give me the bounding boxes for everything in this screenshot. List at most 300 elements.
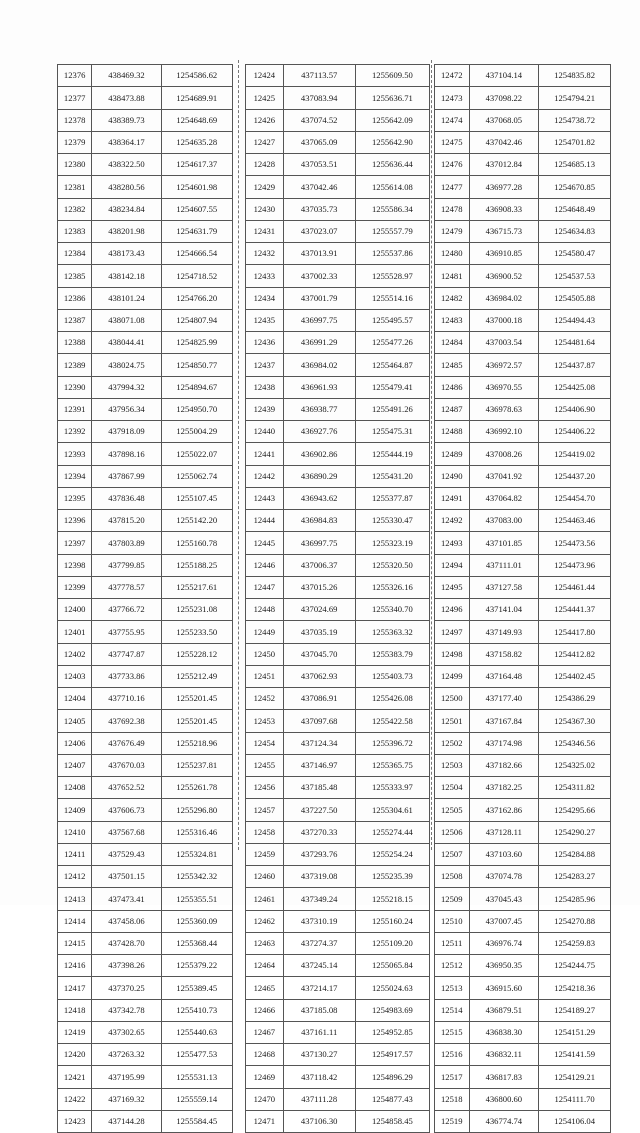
y-coordinate-cell: 1254218.36 bbox=[539, 977, 611, 999]
x-coordinate-cell: 437127.58 bbox=[469, 576, 539, 598]
x-coordinate-cell: 437606.73 bbox=[92, 799, 161, 821]
table-row bbox=[435, 154, 611, 176]
x-coordinate-cell: 437158.82 bbox=[469, 643, 539, 665]
x-coordinate-cell: 437083.00 bbox=[469, 510, 539, 532]
point-id-cell: 12487 bbox=[435, 398, 470, 420]
x-coordinate-cell: 437128.11 bbox=[469, 821, 539, 843]
table-row bbox=[58, 777, 233, 799]
x-coordinate-cell: 437007.45 bbox=[469, 910, 539, 932]
point-id-cell: 12480 bbox=[435, 243, 470, 265]
x-coordinate-cell: 436800.60 bbox=[469, 1088, 539, 1110]
point-id-cell: 12463 bbox=[246, 932, 284, 954]
table-row bbox=[58, 866, 233, 888]
x-coordinate-cell: 436817.83 bbox=[469, 1066, 539, 1088]
x-coordinate-cell: 437006.37 bbox=[283, 554, 355, 576]
point-id-cell: 12485 bbox=[435, 354, 470, 376]
y-coordinate-cell: 1255228.12 bbox=[161, 643, 232, 665]
table-row bbox=[246, 443, 430, 465]
y-coordinate-cell: 1255514.16 bbox=[355, 287, 429, 309]
point-id-cell: 12460 bbox=[246, 866, 284, 888]
x-coordinate-cell: 437310.19 bbox=[283, 910, 355, 932]
y-coordinate-cell: 1255160.24 bbox=[355, 910, 429, 932]
table-row bbox=[246, 332, 430, 354]
x-coordinate-cell: 436984.02 bbox=[283, 354, 355, 376]
table-row bbox=[435, 510, 611, 532]
x-coordinate-cell: 437994.32 bbox=[92, 376, 161, 398]
point-id-cell: 12410 bbox=[58, 821, 92, 843]
y-coordinate-cell: 1254311.82 bbox=[539, 777, 611, 799]
point-id-cell: 12425 bbox=[246, 87, 284, 109]
point-id-cell: 12390 bbox=[58, 376, 92, 398]
x-coordinate-cell: 438071.08 bbox=[92, 309, 161, 331]
table-row bbox=[58, 665, 233, 687]
x-coordinate-cell: 437733.86 bbox=[92, 665, 161, 687]
x-coordinate-cell: 437214.17 bbox=[283, 977, 355, 999]
table-row bbox=[246, 131, 430, 153]
table-row bbox=[246, 999, 430, 1021]
table-row bbox=[58, 354, 233, 376]
y-coordinate-cell: 1254270.88 bbox=[539, 910, 611, 932]
x-coordinate-cell: 438364.17 bbox=[92, 131, 161, 153]
x-coordinate-cell: 437692.38 bbox=[92, 710, 161, 732]
y-coordinate-cell: 1255491.26 bbox=[355, 398, 429, 420]
x-coordinate-cell: 436997.75 bbox=[283, 309, 355, 331]
table-row bbox=[435, 621, 611, 643]
y-coordinate-cell: 1255324.81 bbox=[161, 843, 232, 865]
x-coordinate-cell: 436890.29 bbox=[283, 465, 355, 487]
point-id-cell: 12467 bbox=[246, 1021, 284, 1043]
table-row bbox=[246, 265, 430, 287]
y-coordinate-cell: 1255231.08 bbox=[161, 599, 232, 621]
table-row bbox=[246, 510, 430, 532]
table-row bbox=[58, 1110, 233, 1132]
point-id-cell: 12514 bbox=[435, 999, 470, 1021]
point-id-cell: 12468 bbox=[246, 1044, 284, 1066]
y-coordinate-cell: 1255004.29 bbox=[161, 421, 232, 443]
x-coordinate-cell: 436774.74 bbox=[469, 1110, 539, 1132]
table-row bbox=[435, 554, 611, 576]
table-row bbox=[435, 576, 611, 598]
point-id-cell: 12458 bbox=[246, 821, 284, 843]
table-row bbox=[58, 1021, 233, 1043]
table-row bbox=[58, 999, 233, 1021]
y-coordinate-cell: 1255330.47 bbox=[355, 510, 429, 532]
x-coordinate-cell: 436984.02 bbox=[469, 287, 539, 309]
x-coordinate-cell: 437024.69 bbox=[283, 599, 355, 621]
x-coordinate-cell: 437023.07 bbox=[283, 220, 355, 242]
table-row bbox=[246, 65, 430, 87]
point-id-cell: 12380 bbox=[58, 154, 92, 176]
table-row bbox=[435, 243, 611, 265]
point-id-cell: 12519 bbox=[435, 1110, 470, 1132]
table-row bbox=[246, 977, 430, 999]
point-id-cell: 12476 bbox=[435, 154, 470, 176]
y-coordinate-cell: 1255355.51 bbox=[161, 888, 232, 910]
point-id-cell: 12436 bbox=[246, 332, 284, 354]
point-id-cell: 12505 bbox=[435, 799, 470, 821]
table-row bbox=[58, 554, 233, 576]
point-id-cell: 12512 bbox=[435, 955, 470, 977]
x-coordinate-cell: 437097.68 bbox=[283, 710, 355, 732]
point-id-cell: 12497 bbox=[435, 621, 470, 643]
table-row bbox=[246, 376, 430, 398]
table-row bbox=[58, 131, 233, 153]
x-coordinate-cell: 437370.25 bbox=[92, 977, 161, 999]
table-row bbox=[246, 777, 430, 799]
point-id-cell: 12442 bbox=[246, 465, 284, 487]
table-row bbox=[435, 421, 611, 443]
point-id-cell: 12464 bbox=[246, 955, 284, 977]
y-coordinate-cell: 1254244.75 bbox=[539, 955, 611, 977]
x-coordinate-cell: 437428.70 bbox=[92, 932, 161, 954]
point-id-cell: 12489 bbox=[435, 443, 470, 465]
point-id-cell: 12515 bbox=[435, 1021, 470, 1043]
y-coordinate-cell: 1255426.08 bbox=[355, 688, 429, 710]
point-id-cell: 12407 bbox=[58, 754, 92, 776]
point-id-cell: 12511 bbox=[435, 932, 470, 954]
x-coordinate-cell: 437042.46 bbox=[283, 176, 355, 198]
coordinate-table-1 bbox=[57, 64, 233, 1133]
x-coordinate-cell: 437008.26 bbox=[469, 443, 539, 465]
y-coordinate-cell: 1254766.20 bbox=[161, 287, 232, 309]
y-coordinate-cell: 1254463.46 bbox=[539, 510, 611, 532]
x-coordinate-cell: 437035.19 bbox=[283, 621, 355, 643]
table-row bbox=[435, 198, 611, 220]
table-row bbox=[246, 1021, 430, 1043]
point-id-cell: 12498 bbox=[435, 643, 470, 665]
point-id-cell: 12433 bbox=[246, 265, 284, 287]
table-row bbox=[246, 955, 430, 977]
x-coordinate-cell: 438234.84 bbox=[92, 198, 161, 220]
point-id-cell: 12518 bbox=[435, 1088, 470, 1110]
y-coordinate-cell: 1255360.09 bbox=[161, 910, 232, 932]
y-coordinate-cell: 1255464.87 bbox=[355, 354, 429, 376]
table-row bbox=[58, 977, 233, 999]
table-row bbox=[58, 87, 233, 109]
x-coordinate-cell: 437103.60 bbox=[469, 843, 539, 865]
y-coordinate-cell: 1255557.79 bbox=[355, 220, 429, 242]
x-coordinate-cell: 436938.77 bbox=[283, 398, 355, 420]
y-coordinate-cell: 1255377.87 bbox=[355, 487, 429, 509]
table-row bbox=[58, 821, 233, 843]
y-coordinate-cell: 1254617.37 bbox=[161, 154, 232, 176]
point-id-cell: 12496 bbox=[435, 599, 470, 621]
point-id-cell: 12495 bbox=[435, 576, 470, 598]
y-coordinate-cell: 1254950.70 bbox=[161, 398, 232, 420]
table-row bbox=[435, 1066, 611, 1088]
table-row bbox=[58, 643, 233, 665]
point-id-cell: 12508 bbox=[435, 866, 470, 888]
table-row bbox=[58, 955, 233, 977]
point-id-cell: 12421 bbox=[58, 1066, 92, 1088]
point-id-cell: 12500 bbox=[435, 688, 470, 710]
table-row bbox=[246, 554, 430, 576]
x-coordinate-cell: 436977.28 bbox=[469, 176, 539, 198]
y-coordinate-cell: 1254601.98 bbox=[161, 176, 232, 198]
table-row bbox=[246, 532, 430, 554]
y-coordinate-cell: 1254648.49 bbox=[539, 198, 611, 220]
x-coordinate-cell: 437274.37 bbox=[283, 932, 355, 954]
table-row bbox=[58, 309, 233, 331]
point-id-cell: 12484 bbox=[435, 332, 470, 354]
x-coordinate-cell: 437104.14 bbox=[469, 65, 539, 87]
point-id-cell: 12422 bbox=[58, 1088, 92, 1110]
point-id-cell: 12444 bbox=[246, 510, 284, 532]
x-coordinate-cell: 438024.75 bbox=[92, 354, 161, 376]
point-id-cell: 12398 bbox=[58, 554, 92, 576]
x-coordinate-cell: 436879.51 bbox=[469, 999, 539, 1021]
x-coordinate-cell: 437074.78 bbox=[469, 866, 539, 888]
point-id-cell: 12488 bbox=[435, 421, 470, 443]
point-id-cell: 12385 bbox=[58, 265, 92, 287]
point-id-cell: 12408 bbox=[58, 777, 92, 799]
y-coordinate-cell: 1255475.31 bbox=[355, 421, 429, 443]
x-coordinate-cell: 438142.18 bbox=[92, 265, 161, 287]
x-coordinate-cell: 436900.52 bbox=[469, 265, 539, 287]
point-id-cell: 12471 bbox=[246, 1110, 284, 1132]
y-coordinate-cell: 1255584.45 bbox=[161, 1110, 232, 1132]
point-id-cell: 12457 bbox=[246, 799, 284, 821]
point-id-cell: 12384 bbox=[58, 243, 92, 265]
x-coordinate-cell: 436943.62 bbox=[283, 487, 355, 509]
table-row bbox=[435, 487, 611, 509]
x-coordinate-cell: 437319.08 bbox=[283, 866, 355, 888]
point-id-cell: 12465 bbox=[246, 977, 284, 999]
x-coordinate-cell: 438201.98 bbox=[92, 220, 161, 242]
table-row bbox=[435, 888, 611, 910]
x-coordinate-cell: 436927.76 bbox=[283, 421, 355, 443]
x-coordinate-cell: 437867.99 bbox=[92, 465, 161, 487]
y-coordinate-cell: 1254983.69 bbox=[355, 999, 429, 1021]
table-row bbox=[246, 643, 430, 665]
y-coordinate-cell: 1255201.45 bbox=[161, 710, 232, 732]
x-coordinate-cell: 436838.30 bbox=[469, 1021, 539, 1043]
y-coordinate-cell: 1255254.24 bbox=[355, 843, 429, 865]
table-row bbox=[435, 1044, 611, 1066]
x-coordinate-cell: 437898.16 bbox=[92, 443, 161, 465]
table-row bbox=[435, 398, 611, 420]
point-id-cell: 12424 bbox=[246, 65, 284, 87]
table-row bbox=[246, 465, 430, 487]
y-coordinate-cell: 1255233.50 bbox=[161, 621, 232, 643]
x-coordinate-cell: 437045.70 bbox=[283, 643, 355, 665]
table-row bbox=[246, 421, 430, 443]
point-id-cell: 12415 bbox=[58, 932, 92, 954]
x-coordinate-cell: 437227.50 bbox=[283, 799, 355, 821]
table-row bbox=[58, 243, 233, 265]
x-coordinate-cell: 437041.92 bbox=[469, 465, 539, 487]
x-coordinate-cell: 436991.29 bbox=[283, 332, 355, 354]
y-coordinate-cell: 1254586.62 bbox=[161, 65, 232, 87]
table-row bbox=[435, 955, 611, 977]
table-row bbox=[435, 799, 611, 821]
y-coordinate-cell: 1254685.13 bbox=[539, 154, 611, 176]
y-coordinate-cell: 1254290.27 bbox=[539, 821, 611, 843]
point-id-cell: 12454 bbox=[246, 732, 284, 754]
x-coordinate-cell: 437270.33 bbox=[283, 821, 355, 843]
table-row bbox=[435, 977, 611, 999]
x-coordinate-cell: 437458.06 bbox=[92, 910, 161, 932]
point-id-cell: 12435 bbox=[246, 309, 284, 331]
table-row bbox=[246, 309, 430, 331]
point-id-cell: 12491 bbox=[435, 487, 470, 509]
point-id-cell: 12389 bbox=[58, 354, 92, 376]
x-coordinate-cell: 437002.33 bbox=[283, 265, 355, 287]
x-coordinate-cell: 437652.52 bbox=[92, 777, 161, 799]
y-coordinate-cell: 1254425.08 bbox=[539, 376, 611, 398]
y-coordinate-cell: 1254505.88 bbox=[539, 287, 611, 309]
table-row bbox=[58, 732, 233, 754]
table-row bbox=[435, 354, 611, 376]
point-id-cell: 12417 bbox=[58, 977, 92, 999]
y-coordinate-cell: 1254454.70 bbox=[539, 487, 611, 509]
x-coordinate-cell: 437501.15 bbox=[92, 866, 161, 888]
point-id-cell: 12404 bbox=[58, 688, 92, 710]
x-coordinate-cell: 437086.91 bbox=[283, 688, 355, 710]
x-coordinate-cell: 437146.97 bbox=[283, 754, 355, 776]
table-row bbox=[58, 398, 233, 420]
table-row bbox=[58, 599, 233, 621]
table-row bbox=[246, 354, 430, 376]
x-coordinate-cell: 437836.48 bbox=[92, 487, 161, 509]
x-coordinate-cell: 437083.94 bbox=[283, 87, 355, 109]
y-coordinate-cell: 1254284.88 bbox=[539, 843, 611, 865]
x-coordinate-cell: 437263.32 bbox=[92, 1044, 161, 1066]
x-coordinate-cell: 437195.99 bbox=[92, 1066, 161, 1088]
table-row bbox=[246, 1066, 430, 1088]
y-coordinate-cell: 1254406.22 bbox=[539, 421, 611, 443]
table-row bbox=[435, 131, 611, 153]
y-coordinate-cell: 1254386.29 bbox=[539, 688, 611, 710]
x-coordinate-cell: 436902.86 bbox=[283, 443, 355, 465]
x-coordinate-cell: 436972.57 bbox=[469, 354, 539, 376]
point-id-cell: 12477 bbox=[435, 176, 470, 198]
y-coordinate-cell: 1255333.97 bbox=[355, 777, 429, 799]
table-row bbox=[246, 843, 430, 865]
y-coordinate-cell: 1255201.45 bbox=[161, 688, 232, 710]
x-coordinate-cell: 437747.87 bbox=[92, 643, 161, 665]
x-coordinate-cell: 436970.55 bbox=[469, 376, 539, 398]
y-coordinate-cell: 1255531.13 bbox=[161, 1066, 232, 1088]
x-coordinate-cell: 437710.16 bbox=[92, 688, 161, 710]
column-separator bbox=[238, 60, 241, 850]
x-coordinate-cell: 437755.95 bbox=[92, 621, 161, 643]
y-coordinate-cell: 1255396.72 bbox=[355, 732, 429, 754]
table-row bbox=[246, 821, 430, 843]
x-coordinate-cell: 437473.41 bbox=[92, 888, 161, 910]
x-coordinate-cell: 436997.75 bbox=[283, 532, 355, 554]
y-coordinate-cell: 1255431.20 bbox=[355, 465, 429, 487]
y-coordinate-cell: 1254896.29 bbox=[355, 1066, 429, 1088]
y-coordinate-cell: 1254106.04 bbox=[539, 1110, 611, 1132]
point-id-cell: 12478 bbox=[435, 198, 470, 220]
point-id-cell: 12430 bbox=[246, 198, 284, 220]
y-coordinate-cell: 1255212.49 bbox=[161, 665, 232, 687]
x-coordinate-cell: 437144.28 bbox=[92, 1110, 161, 1132]
x-coordinate-cell: 437349.24 bbox=[283, 888, 355, 910]
point-id-cell: 12446 bbox=[246, 554, 284, 576]
point-id-cell: 12411 bbox=[58, 843, 92, 865]
x-coordinate-cell: 437185.08 bbox=[283, 999, 355, 1021]
y-coordinate-cell: 1255062.74 bbox=[161, 465, 232, 487]
point-id-cell: 12445 bbox=[246, 532, 284, 554]
x-coordinate-cell: 437815.20 bbox=[92, 510, 161, 532]
table-row bbox=[435, 754, 611, 776]
point-id-cell: 12510 bbox=[435, 910, 470, 932]
point-id-cell: 12401 bbox=[58, 621, 92, 643]
point-id-cell: 12461 bbox=[246, 888, 284, 910]
x-coordinate-cell: 437068.05 bbox=[469, 109, 539, 131]
point-id-cell: 12387 bbox=[58, 309, 92, 331]
point-id-cell: 12451 bbox=[246, 665, 284, 687]
x-coordinate-cell: 437042.46 bbox=[469, 131, 539, 153]
x-coordinate-cell: 436961.93 bbox=[283, 376, 355, 398]
point-id-cell: 12388 bbox=[58, 332, 92, 354]
y-coordinate-cell: 1254367.30 bbox=[539, 710, 611, 732]
point-id-cell: 12473 bbox=[435, 87, 470, 109]
point-id-cell: 12403 bbox=[58, 665, 92, 687]
y-coordinate-cell: 1254666.54 bbox=[161, 243, 232, 265]
point-id-cell: 12474 bbox=[435, 109, 470, 131]
table-row bbox=[58, 287, 233, 309]
point-id-cell: 12409 bbox=[58, 799, 92, 821]
point-id-cell: 12383 bbox=[58, 220, 92, 242]
point-id-cell: 12453 bbox=[246, 710, 284, 732]
x-coordinate-cell: 436715.73 bbox=[469, 220, 539, 242]
point-id-cell: 12427 bbox=[246, 131, 284, 153]
point-id-cell: 12434 bbox=[246, 287, 284, 309]
table-row bbox=[246, 599, 430, 621]
y-coordinate-cell: 1255559.14 bbox=[161, 1088, 232, 1110]
point-id-cell: 12379 bbox=[58, 131, 92, 153]
y-coordinate-cell: 1254189.27 bbox=[539, 999, 611, 1021]
y-coordinate-cell: 1254825.99 bbox=[161, 332, 232, 354]
y-coordinate-cell: 1255022.07 bbox=[161, 443, 232, 465]
x-coordinate-cell: 437012.84 bbox=[469, 154, 539, 176]
y-coordinate-cell: 1255368.44 bbox=[161, 932, 232, 954]
x-coordinate-cell: 437185.48 bbox=[283, 777, 355, 799]
y-coordinate-cell: 1254850.77 bbox=[161, 354, 232, 376]
table-row bbox=[58, 198, 233, 220]
x-coordinate-cell: 437177.40 bbox=[469, 688, 539, 710]
y-coordinate-cell: 1254494.43 bbox=[539, 309, 611, 331]
table-row bbox=[246, 487, 430, 509]
y-coordinate-cell: 1254285.96 bbox=[539, 888, 611, 910]
table-row bbox=[435, 777, 611, 799]
table-row bbox=[435, 821, 611, 843]
y-coordinate-cell: 1254437.87 bbox=[539, 354, 611, 376]
y-coordinate-cell: 1255237.81 bbox=[161, 754, 232, 776]
table-row bbox=[246, 799, 430, 821]
table-row bbox=[246, 910, 430, 932]
table-row bbox=[246, 109, 430, 131]
point-id-cell: 12428 bbox=[246, 154, 284, 176]
y-coordinate-cell: 1254437.20 bbox=[539, 465, 611, 487]
y-coordinate-cell: 1254295.66 bbox=[539, 799, 611, 821]
table-row bbox=[435, 265, 611, 287]
point-id-cell: 12509 bbox=[435, 888, 470, 910]
point-id-cell: 12506 bbox=[435, 821, 470, 843]
table-row bbox=[58, 1044, 233, 1066]
x-coordinate-cell: 437161.11 bbox=[283, 1021, 355, 1043]
table-row bbox=[435, 176, 611, 198]
table-row bbox=[246, 1110, 430, 1132]
y-coordinate-cell: 1255218.96 bbox=[161, 732, 232, 754]
table-row bbox=[58, 176, 233, 198]
x-coordinate-cell: 437302.65 bbox=[92, 1021, 161, 1043]
table-row bbox=[246, 754, 430, 776]
table-row bbox=[435, 65, 611, 87]
